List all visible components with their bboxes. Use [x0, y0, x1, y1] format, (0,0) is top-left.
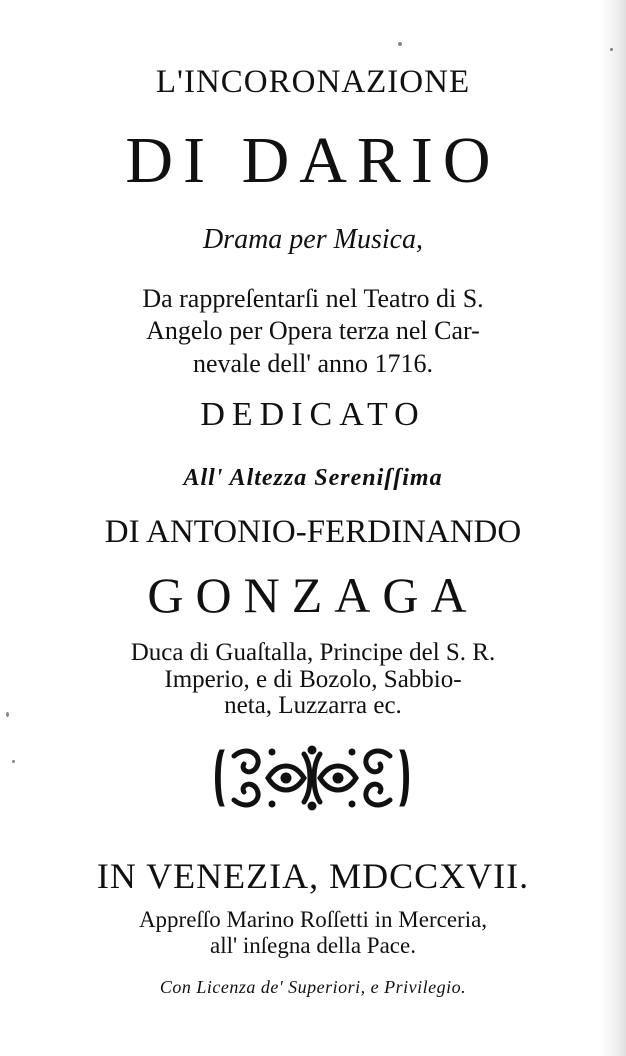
printer-line: all' inſegna della Pace.	[210, 933, 416, 958]
subtitle: Drama per Musica,	[202, 224, 424, 255]
dedication-address: All' Altezza Sereniſſima	[183, 465, 443, 491]
imprint-place-date: IN VENEZIA, MDCCXVII.	[96, 856, 530, 896]
title-line-1: L'INCORONAZIONE	[155, 64, 471, 100]
performance-line: nevale dell' anno 1716.	[192, 349, 434, 378]
dedicatee-title-line: Imperio, e di Bozolo, Sabbio-	[164, 666, 462, 693]
dedicatee-family: GONZAGA	[147, 567, 479, 623]
performance-line: Angelo per Opera terza nel Car-	[146, 316, 480, 345]
dedicatee-title-line: Duca di Guaſtalla, Principe del S. R.	[130, 639, 496, 666]
title-line-2: DI DARIO	[125, 124, 501, 197]
ink-speck	[12, 760, 15, 763]
ink-speck	[398, 42, 402, 46]
printer-line: Appreſſo Marino Roſſetti in Merceria,	[138, 907, 488, 932]
printers-fleuron-ornament-icon	[212, 740, 412, 816]
dedicatee-title-line: neta, Luzzarra ec.	[224, 692, 402, 719]
ink-speck	[610, 48, 613, 51]
performance-line: Da rappreſentarſi nel Teatro di S.	[142, 284, 484, 313]
dedication-heading: DEDICATO	[200, 396, 426, 433]
dedicatee-name: DI ANTONIO-FERDINANDO	[104, 514, 522, 550]
license-line: Con Licenza de' Superiori, e Privilegio.	[159, 977, 467, 997]
